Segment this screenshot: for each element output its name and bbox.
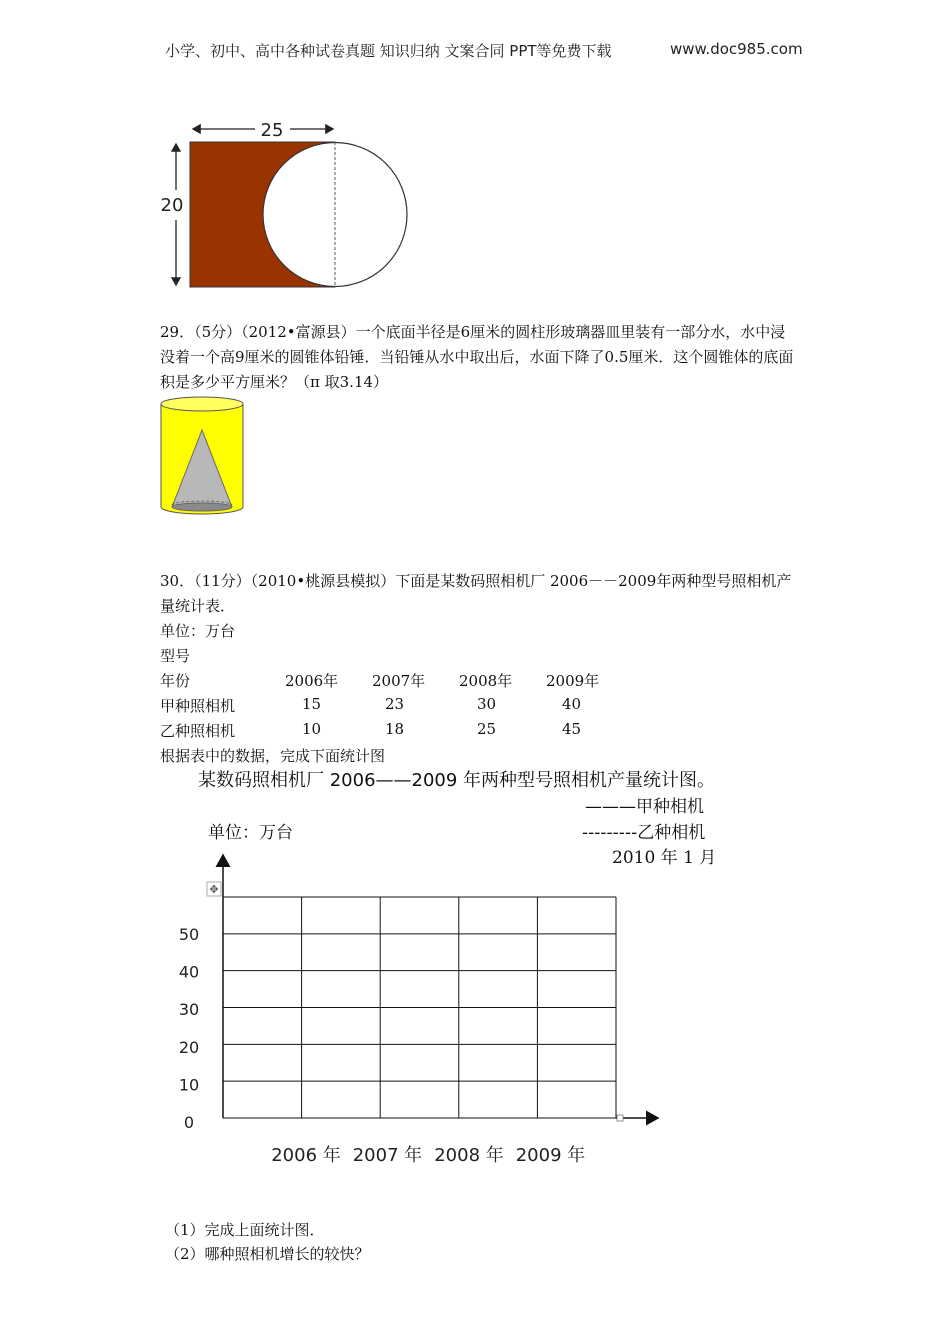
x-tick-label: 2008 年 xyxy=(434,1145,504,1166)
table-row-header-bottom: 年份 xyxy=(160,672,191,690)
table-cell: 25 xyxy=(477,720,497,738)
chart-date: 2010 年 1 月 xyxy=(612,848,717,868)
height-label: 20 xyxy=(160,195,184,216)
rectangle-circle-figure xyxy=(155,115,420,300)
table-year-header: 2009年 xyxy=(546,672,600,690)
y-tick-label: 40 xyxy=(178,962,200,982)
chart-instruction: 根据表中的数据，完成下面统计图 xyxy=(160,747,386,765)
width-label: 25 xyxy=(260,120,284,141)
table-unit: 单位：万台 xyxy=(160,622,236,640)
table-end-marker xyxy=(617,1115,623,1121)
x-tick-label: 2007 年 xyxy=(352,1145,423,1166)
y-tick-label: 50 xyxy=(178,925,200,944)
table-cell: 10 xyxy=(302,720,322,738)
cylinder-cone-figure xyxy=(155,392,255,522)
table-year-header: 2007年 xyxy=(372,672,426,690)
table-row-header-top: 型号 xyxy=(160,647,191,665)
table-row-label: 甲种照相机 xyxy=(160,697,236,715)
table-cell: 40 xyxy=(562,695,582,713)
header-site-link[interactable]: www.doc985.com xyxy=(670,40,803,58)
table-cell: 45 xyxy=(562,720,582,738)
page-header xyxy=(165,40,805,61)
y-tick-label: 0 xyxy=(183,1113,195,1132)
table-row-label: 乙种照相机 xyxy=(160,722,236,740)
cone-base xyxy=(172,503,232,511)
table-cell: 18 xyxy=(385,720,405,738)
question-29-text: 29．（5分）（2012•富源县）一个底面半径是6厘米的圆柱形玻璃器皿里装有一部分水，水中浸没着一个高9厘米的圆锥体铅锤．当铅锤从水中取出后，水面下降了0.5厘米．这个圆锥体的底面积是多少平方厘米？（π 取3.14） xyxy=(160,323,794,391)
move-handle-glyph: ✥ xyxy=(209,883,219,896)
y-tick-label: 10 xyxy=(178,1075,200,1095)
chart-grid xyxy=(223,897,616,1118)
y-tick-label: 20 xyxy=(178,1037,200,1057)
y-tick-label: 30 xyxy=(178,1000,200,1020)
table-cell: 15 xyxy=(302,695,322,713)
table-cell: 23 xyxy=(385,695,405,713)
sub-question-1: （1）完成上面统计图． xyxy=(165,1221,325,1239)
chart-title: 某数码照相机厂 2006——2009 年两种型号照相机产量统计图。 xyxy=(198,770,716,791)
legend-jia: ———甲种相机 xyxy=(585,797,704,817)
x-tick-label: 2009 年 xyxy=(515,1145,586,1166)
table-year-header: 2008年 xyxy=(459,672,513,690)
chart-svg xyxy=(160,845,670,1180)
legend-yi: ---------乙种相机 xyxy=(582,823,706,843)
cylinder-top xyxy=(161,397,243,411)
x-tick-label: 2006 年 xyxy=(271,1145,341,1166)
sub-question-2: （2）哪种照相机增长的较快？ xyxy=(165,1245,370,1263)
production-table xyxy=(160,670,680,745)
table-cell: 30 xyxy=(477,695,497,713)
chart-unit: 单位：万台 xyxy=(208,823,293,843)
question-30-text: 30．（11分）（2010•桃源县模拟）下面是某数码照相机厂 2006－－2009年两种型号照相机产量统计表． xyxy=(160,572,792,615)
table-year-header: 2006年 xyxy=(285,672,339,690)
header-text: 小学、初中、高中各种试卷真题 知识归纳 文案合同 PPT等免费下载 xyxy=(165,42,612,60)
